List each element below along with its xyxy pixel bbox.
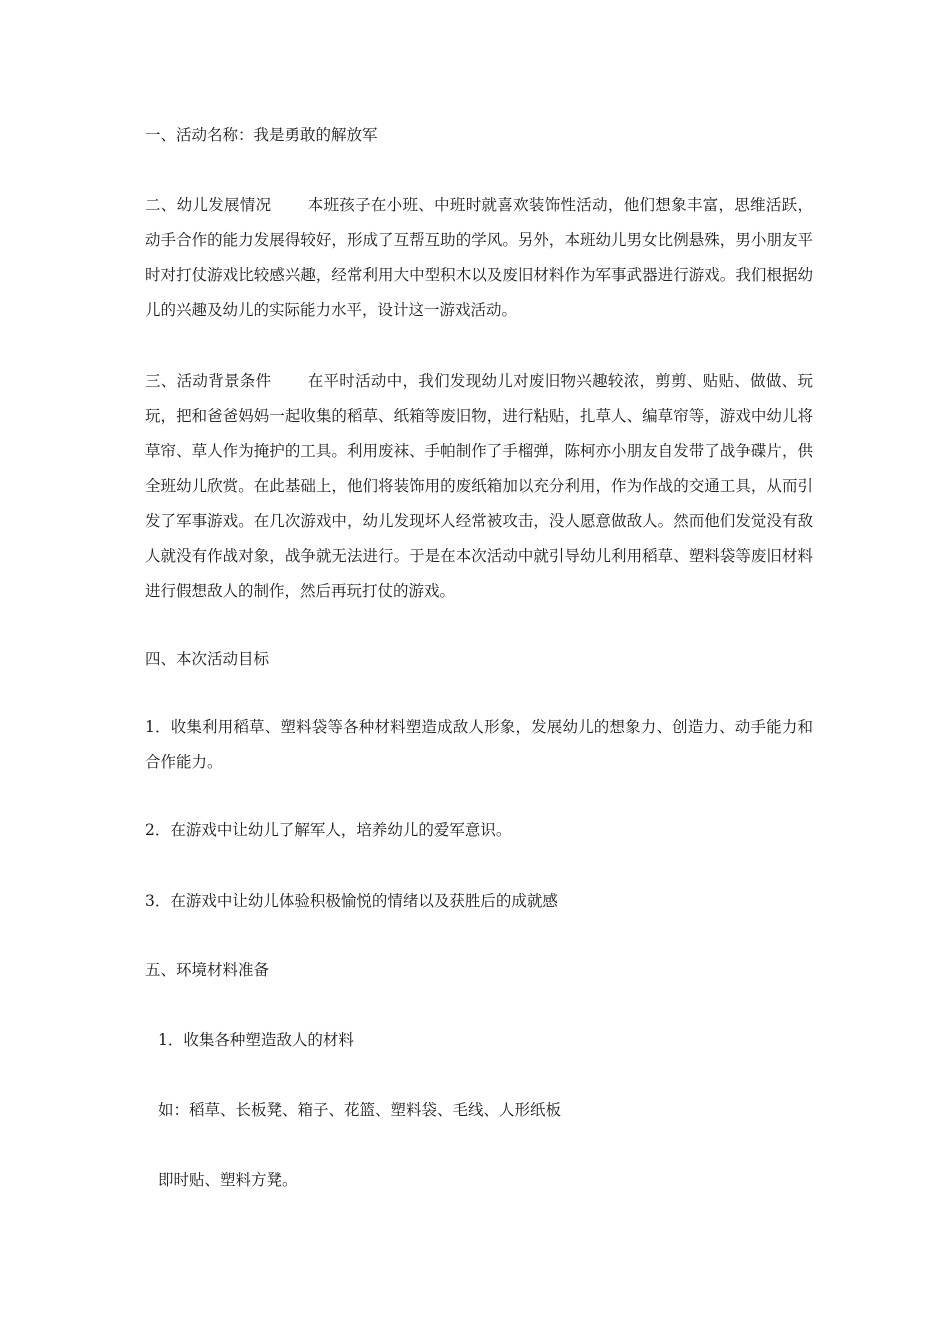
section-2-body: 本班孩子在小班、中班时就喜欢装饰性活动，他们想象丰富，思维活跃，动手合作的能力发展得较好，形成了互帮互助的学风。另外，本班幼儿男女比例悬殊，男小朋友平时对打仗游戏比较感兴趣，经常利用大中型积木以及废旧材料作为军事武器进行游戏。我们根据幼儿的兴趣及幼儿的实际能力水平，设计这一游戏活动。 [145, 196, 813, 319]
section-1-heading: 一、活动名称：我是勇敢的解放军 [145, 126, 378, 144]
materials-list-line: 如：稻草、长板凳、箱子、花篮、塑料袋、毛线、人形纸板 [158, 1101, 562, 1119]
section-2-paragraph [145, 188, 813, 328]
section-2-heading: 二、幼儿发展情况 [145, 196, 272, 214]
materials-list-line-2: 即时贴、塑料方凳。 [158, 1171, 298, 1189]
goal-item-3: 3．在游戏中让幼儿体验积极愉悦的情绪以及获胜后的成就感 [145, 892, 558, 910]
goal-item-1: 1．收集利用稻草、塑料袋等各种材料塑造成敌人形象，发展幼儿的想象力、创造力、动手能力和合作能力。 [145, 718, 813, 771]
goal-item-2: 2．在游戏中让幼儿了解军人，培养幼儿的爱军意识。 [145, 821, 512, 839]
section-3-paragraph [145, 364, 813, 609]
section-4-heading: 四、本次活动目标 [145, 650, 270, 668]
section-3-heading: 三、活动背景条件 [145, 372, 272, 390]
materials-item-1: 1．收集各种塑造敌人的材料 [158, 1031, 354, 1049]
section-5-heading: 五、环境材料准备 [145, 961, 270, 979]
section-3-body: 在平时活动中，我们发现幼儿对废旧物兴趣较浓，剪剪、贴贴、做做、玩玩，把和爸爸妈妈一起收集的稻草、纸箱等废旧物，进行粘贴，扎草人、编草帘等，游戏中幼儿将草帘、草人作为掩护的工具。利用废袜、手帕制作了手榴弹，陈柯亦小朋友自发带了战争碟片，供全班幼儿欣赏。在此基础上，他们将装饰用的废纸箱加以充分利用，作为作战的交通工具，从而引发了军事游戏。在几次游戏中，幼儿发现坏人经常被攻击，没人愿意做敌人。然而他们发觉没有敌人就没有作战对象，战争就无法进行。于是在本次活动中就引导幼儿利用稻草、塑料袋等废旧材料进行假想敌人的制作，然后再玩打仗的游戏。 [145, 372, 813, 600]
